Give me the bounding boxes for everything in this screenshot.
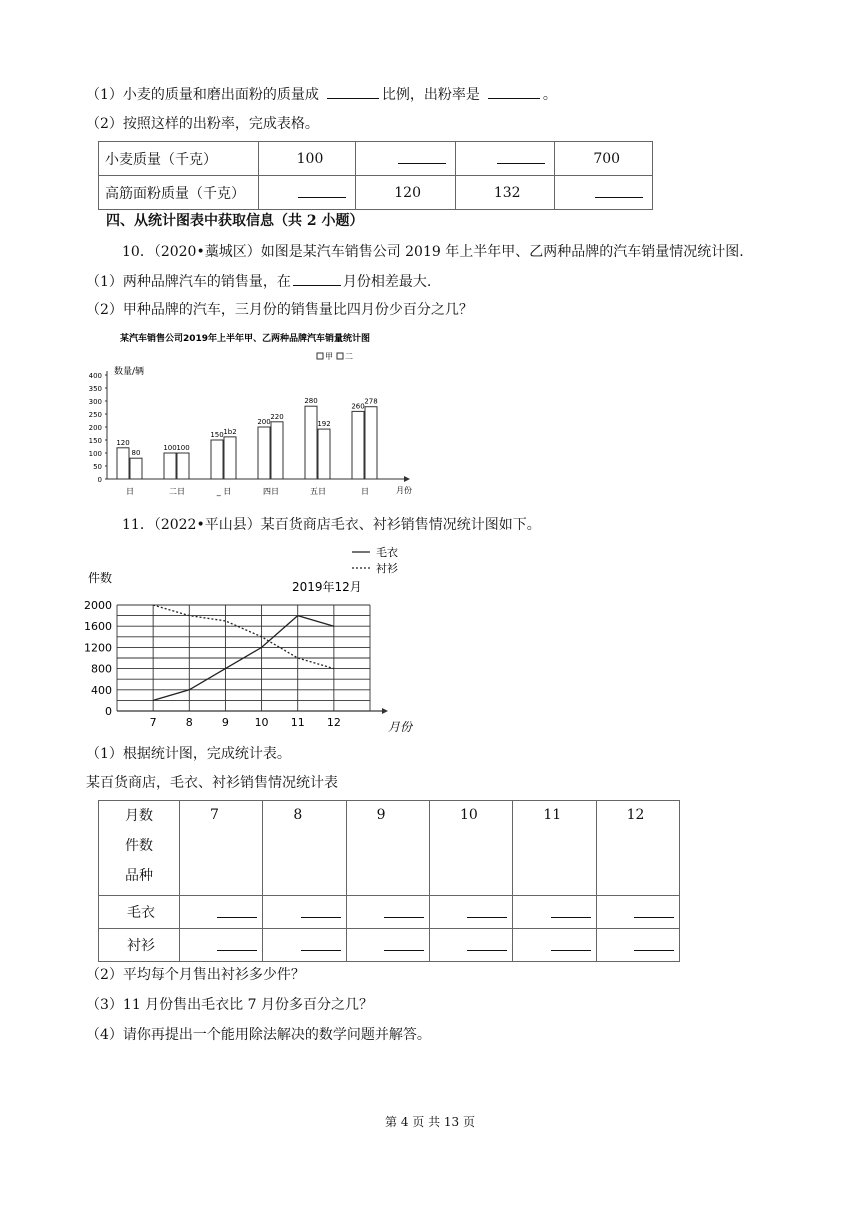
chart-bars xyxy=(116,397,377,479)
table-cell xyxy=(180,896,263,929)
bar xyxy=(365,407,377,479)
table-cell xyxy=(263,929,346,962)
answer-blank[interactable] xyxy=(298,183,346,198)
answer-blank[interactable] xyxy=(467,936,507,951)
legend-label-b: 二 xyxy=(345,352,353,361)
bar xyxy=(130,458,142,479)
legend-swatch-b xyxy=(337,353,343,359)
row-label: 毛衣 xyxy=(99,896,180,929)
problem-10-intro: 10．（2020•藁城区）如图是某汽车销售公司 2019 年上半年甲、乙两种品牌的汽车销量情况统计图. xyxy=(122,244,744,260)
y-axis-label: 件数 xyxy=(88,571,113,585)
answer-blank[interactable] xyxy=(467,903,507,918)
table-row xyxy=(99,142,653,176)
legend-swatch-a xyxy=(317,353,323,359)
y-tick-label: 2000 xyxy=(84,599,112,612)
month-header: 11 xyxy=(513,801,596,896)
line-chart xyxy=(80,540,420,740)
answer-blank[interactable] xyxy=(384,903,424,918)
x-tick-label: 12 xyxy=(326,716,341,729)
table-cell xyxy=(429,896,512,929)
legend-label-shirt: 衬衫 xyxy=(376,562,398,575)
table-cell: 100 xyxy=(258,142,356,176)
bar-chart xyxy=(86,328,426,500)
table-cell xyxy=(596,896,679,929)
month-header: 8 xyxy=(263,801,346,896)
problem-11-q1: （1）根据统计图，完成统计表。 xyxy=(86,746,291,762)
data-label: 278 xyxy=(364,397,378,406)
flour-table xyxy=(98,141,653,210)
problem-11-q2: （2）平均每个月售出衬衫多少件？ xyxy=(86,967,305,983)
answer-blank[interactable] xyxy=(551,936,591,951)
bar xyxy=(305,406,317,479)
answer-blank[interactable] xyxy=(398,149,446,164)
answer-blank[interactable] xyxy=(634,903,674,918)
data-label: 100 xyxy=(163,444,177,452)
bar xyxy=(271,422,283,479)
table-row xyxy=(99,176,653,210)
table-row xyxy=(99,929,680,962)
answer-blank[interactable] xyxy=(327,84,379,99)
table-row xyxy=(99,896,680,929)
data-label: 260 xyxy=(351,402,365,411)
data-label: 200 xyxy=(257,418,271,426)
table-cell xyxy=(346,929,429,962)
data-label: 1b2 xyxy=(223,427,237,436)
x-tick-label: _ 日 xyxy=(216,487,232,496)
table-cell: 132 xyxy=(455,176,555,210)
table-cell xyxy=(513,896,596,929)
chart-legend xyxy=(352,546,398,575)
x-tick-label: 10 xyxy=(254,716,269,729)
bar xyxy=(258,427,270,479)
table-cell xyxy=(513,929,596,962)
x-tick-label: 二日 xyxy=(169,487,185,496)
bar xyxy=(164,453,176,479)
y-tick-label: 0 xyxy=(97,476,102,484)
table-cell xyxy=(346,896,429,929)
y-tick-label: 800 xyxy=(91,662,112,676)
x-tick-label: 五日 xyxy=(310,487,326,496)
x-tick-label: 9 xyxy=(221,716,229,729)
problem-10-q1: （1）两种品牌汽车的销售量，在 月份相差最大. xyxy=(86,271,431,292)
table-cell xyxy=(555,176,653,210)
data-label: 120 xyxy=(116,438,130,447)
y-tick-label: 250 xyxy=(88,411,102,419)
question-1: （1）小麦的质量和磨出面粉的质量成 比例，出粉率是 。 xyxy=(86,84,557,105)
table-cell xyxy=(429,929,512,962)
answer-blank[interactable] xyxy=(595,183,643,198)
answer-blank[interactable] xyxy=(384,936,424,951)
data-label: 80 xyxy=(131,449,141,458)
answer-blank[interactable] xyxy=(488,84,540,99)
bar xyxy=(177,453,189,479)
x-axis-arrow xyxy=(382,708,388,714)
bar xyxy=(318,429,330,479)
x-axis-label: 月份 xyxy=(396,486,412,495)
answer-blank[interactable] xyxy=(293,271,341,286)
chart-legend xyxy=(317,352,353,361)
row-label: 小麦质量（千克） xyxy=(99,142,259,176)
answer-blank[interactable] xyxy=(301,903,341,918)
answer-blank[interactable] xyxy=(634,936,674,951)
table-row xyxy=(99,801,680,896)
problem-11-q3: （3）11 月份售出毛衣比 7 月份多百分之几？ xyxy=(86,997,373,1013)
y-tick-label: 150 xyxy=(88,437,102,445)
data-label: 280 xyxy=(304,397,318,406)
y-tick-label: 1200 xyxy=(84,641,112,655)
month-header: 12 xyxy=(596,801,679,896)
bar xyxy=(211,440,223,479)
data-label: 192 xyxy=(317,420,331,429)
y-tick-label: 400 xyxy=(88,372,102,380)
answer-blank[interactable] xyxy=(217,903,257,918)
answer-blank[interactable] xyxy=(497,149,545,164)
problem-11-q4: （4）请你再提出一个能用除法解决的数学问题并解答。 xyxy=(86,1027,431,1043)
x-tick-label: 四日 xyxy=(263,487,279,496)
y-tick-label: 200 xyxy=(88,424,102,432)
problem-10-q2: （2）甲种品牌的汽车，三月份的销售量比四月份少百分之几？ xyxy=(86,302,473,318)
y-tick-label: 1600 xyxy=(84,620,112,634)
table-cell: 120 xyxy=(356,176,456,210)
x-tick-label: 日 xyxy=(126,487,134,496)
table-title: 某百货商店，毛衣、衬衫销售情况统计表 xyxy=(86,775,338,791)
month-header: 9 xyxy=(346,801,429,896)
row-label: 衬衫 xyxy=(99,929,180,962)
data-label: 100 xyxy=(176,444,190,452)
x-axis-label: 月份 xyxy=(388,720,413,734)
y-axis-label: 数量/辆 xyxy=(114,367,145,377)
answer-blank[interactable] xyxy=(301,936,341,951)
table-cell xyxy=(180,929,263,962)
chart-title: 2019年12月 xyxy=(292,580,362,594)
chart-grid xyxy=(84,599,388,729)
y-tick-label: 100 xyxy=(88,450,102,458)
table-cell xyxy=(263,896,346,929)
question-2: （2）按照这样的出粉率，完成表格。 xyxy=(86,116,319,132)
page-footer: 第 4 页 共 13 页 xyxy=(385,1115,475,1129)
section-title: 四、从统计图表中获取信息（共 2 小题） xyxy=(106,213,364,229)
header-corner-cell: 月数 件数 品种 xyxy=(99,801,180,896)
x-axis-arrow xyxy=(404,476,410,482)
problem-11-intro: 11．（2022•平山县）某百货商店毛衣、衬衫销售情况统计图如下。 xyxy=(122,517,541,533)
x-tick-label: 8 xyxy=(185,716,193,729)
data-label: 150 xyxy=(210,431,224,439)
answer-blank[interactable] xyxy=(551,903,591,918)
bar xyxy=(352,411,364,479)
y-tick-label: 400 xyxy=(91,683,112,697)
y-tick-label: 50 xyxy=(93,463,102,471)
legend-label-sweater: 毛衣 xyxy=(376,546,398,559)
chart-title: 某汽车销售公司2019年上半年甲、乙两种品牌汽车销量统计图 xyxy=(120,334,371,344)
x-tick-label: 日 xyxy=(361,487,369,496)
x-tick-label: 11 xyxy=(290,716,305,729)
table-cell xyxy=(596,929,679,962)
row-label: 高筋面粉质量（千克） xyxy=(99,176,259,210)
month-header: 7 xyxy=(180,801,263,896)
bar xyxy=(224,437,236,479)
bar xyxy=(117,448,129,479)
data-label: 220 xyxy=(270,412,284,421)
table-cell: 700 xyxy=(555,142,653,176)
sales-table xyxy=(98,800,680,962)
legend-label-a: 甲 xyxy=(325,352,333,361)
table-cell xyxy=(258,176,356,210)
y-tick-label: 300 xyxy=(88,398,102,406)
table-cell xyxy=(356,142,456,176)
y-tick-label: 0 xyxy=(105,705,112,718)
y-tick-label: 350 xyxy=(88,385,102,393)
month-header: 10 xyxy=(429,801,512,896)
answer-blank[interactable] xyxy=(217,936,257,951)
table-cell xyxy=(455,142,555,176)
chart-lines xyxy=(153,605,334,700)
x-tick-label: 7 xyxy=(149,716,157,729)
